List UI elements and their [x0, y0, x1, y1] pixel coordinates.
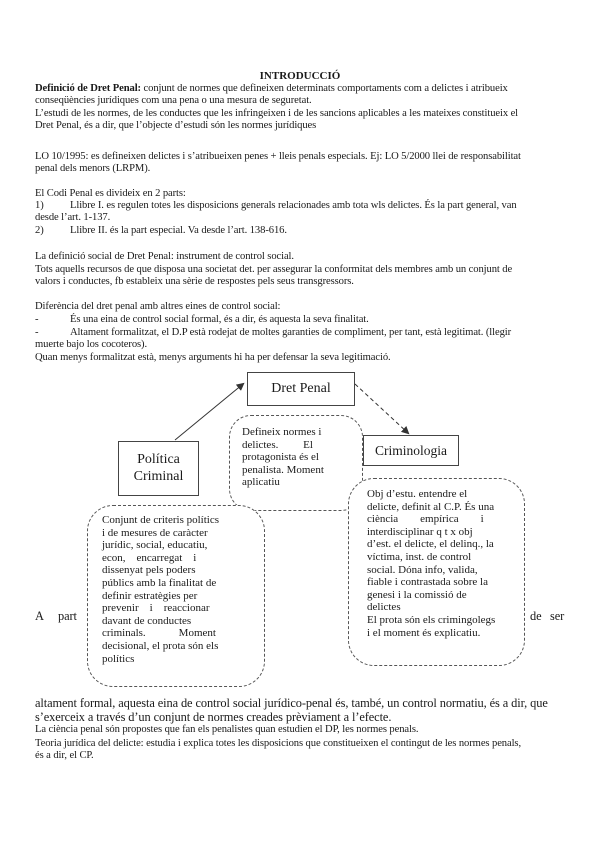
criminal-label: Criminal: [133, 469, 184, 484]
criminologia-box: [363, 435, 459, 466]
definition-line-4: Dret Penal, és a dir, que l’objecte d’estudi són les normes jurídiques: [35, 120, 317, 131]
politica-criminal-description: [87, 505, 265, 687]
criminologia-desc-line: delictes: [367, 601, 401, 614]
criminologia-desc-line: d’est. el delicte, el delinq., la: [367, 538, 494, 551]
definition-line-3: L’estudi de les normes, de les conductes que les infringeixen i de les sancions aplicables a les mateixes constitueix el: [35, 108, 519, 119]
politica-desc-line: jurídic, social, educatiu,: [102, 539, 208, 552]
arrow-dretpenal-to-criminologia: [355, 384, 408, 433]
criminologia-desc-line: social. Dóna info, valida,: [367, 563, 478, 576]
social-line-3: valors i conductes, fb estableix una sèrie de respostes pels seus transgressors.: [35, 276, 354, 287]
politica-desc-line: prevenir i reaccionar: [102, 602, 210, 615]
after-line-4: Teoria jurídica del delicte: estudia i explica totes les disposicions que constitueixen el contingut de les normes penals,: [35, 738, 522, 749]
side-word-part: part: [58, 609, 77, 623]
politica-desc-line: Conjunt de criteris polítics: [102, 514, 220, 526]
criminologia-label: Criminologia: [375, 443, 447, 458]
politica-label: Política: [137, 452, 180, 467]
dret-penal-box: [247, 372, 355, 406]
definition-term: Definició de Dret Penal:: [35, 83, 141, 94]
codi-item-1-cont: desde l’art. 1-137.: [35, 212, 111, 223]
criminologia-description: [348, 478, 525, 666]
lo-line-2: penal dels menors (LRPM).: [35, 163, 151, 174]
criminologia-desc-line: Obj d’estu. entendre el: [367, 488, 468, 500]
definition-line-1: Definició de Dret Penal: conjunt de normes que defineixen determinats comportaments com a delictes i atribueix: [35, 83, 508, 94]
politica-criminal-box: [118, 441, 199, 496]
diff-intro: Diferència del dret penal amb altres eines de control social:: [35, 301, 281, 312]
diff-bullet-2-cont: muerte bajo los cocoteros).: [35, 339, 148, 350]
codi-intro: El Codi Penal es divideix en 2 parts:: [35, 188, 186, 199]
politica-desc-line: criminals. Moment: [102, 627, 216, 640]
criminologia-desc-line: ciència empírica i: [367, 513, 484, 526]
dret-penal-desc-line: aplicatiu: [242, 476, 280, 489]
politica-desc-line: i de mesures de caràcter: [102, 526, 208, 539]
side-word-a: A: [35, 609, 44, 623]
side-word-de: de: [530, 609, 542, 623]
definition-line-2: conseqüències jurídiques com una pena o una mesura de seguretat.: [35, 95, 312, 106]
dret-penal-label: Dret Penal: [271, 381, 331, 396]
diff-closing: Quan menys formalitzat està, menys arguments hi ha per defensar la seva legitimació.: [35, 352, 391, 363]
politica-desc-line: econ, encarregat i: [102, 551, 197, 564]
codi-item-1: 1) Llibre I. es regulen totes les disposicions generals relacionades amb tota wls delictes. És la part general, van: [35, 200, 517, 211]
social-line-2: Tots aquells recursos de que disposa una societat det. per assegurar la conformitat dels membres amb un conjunt de: [35, 264, 513, 275]
page-title: INTRODUCCIÓ: [259, 70, 341, 82]
criminologia-desc-line: fiable i contrastada sobre la: [367, 576, 488, 589]
criminologia-desc-line: delicte, definit al C.P. És una: [367, 500, 495, 513]
after-line-5: és a dir, el CP.: [35, 750, 94, 761]
politica-desc-line: dissenyat pels poders: [102, 564, 196, 577]
diff-bullet-2: - Altament formalitzat, el D.P està rodejat de moltes garanties de compliment, per tant, està legitimat. (llegir: [35, 327, 512, 338]
social-line-1: La definició social de Dret Penal: instrument de control social.: [35, 251, 294, 262]
after-line-2: s’exerceix a través d’un conjunt de normes creades prèviament a l’efecte.: [35, 710, 392, 724]
dret-penal-desc-line: Defineix normes i: [242, 426, 322, 438]
side-word-ser: ser: [550, 609, 565, 623]
after-line-3: La ciència penal són propostes que fan els penalistes quan estudien el DP, les normes penals.: [35, 724, 419, 735]
dret-penal-desc-line: penalista. Moment: [242, 463, 324, 476]
diff-bullet-1: - És una eina de control social formal, és a dir, és aquesta la seva finalitat.: [35, 314, 369, 325]
criminologia-desc-line: El prota són els crimingolegs: [367, 613, 496, 626]
politica-desc-line: decisional, el prota són els: [102, 639, 219, 652]
politica-desc-line: públics amb la finalitat de: [102, 576, 217, 589]
politica-desc-line: definir estratègies per: [102, 589, 198, 602]
criminologia-desc-line: víctima, inst. de control: [367, 550, 472, 563]
codi-item-2: 2) Llibre II. és la part especial. Va desde l’art. 138-616.: [35, 225, 287, 236]
dret-penal-description: [229, 415, 363, 511]
after-line-1: altament formal, aquesta eina de control social jurídico-penal és, també, un control normatiu, és a dir, que: [35, 696, 548, 710]
politica-desc-line: polítics: [102, 652, 135, 665]
politica-desc-line: davant de conductes: [102, 614, 192, 627]
criminologia-desc-line: i el moment és explicatiu.: [367, 626, 481, 639]
dret-penal-desc-line: delictes. El: [242, 438, 313, 451]
dret-penal-desc-line: protagonista és el: [242, 451, 319, 464]
lo-line-1: LO 10/1995: es defineixen delictes i s’atribueixen penes + lleis penals especials. Ej: LO 5/2000 llei de responsabilitat: [35, 151, 521, 162]
criminologia-desc-line: interdisciplinar q t x obj: [367, 525, 473, 538]
criminologia-desc-line: genesi i la comissió de: [367, 588, 467, 601]
